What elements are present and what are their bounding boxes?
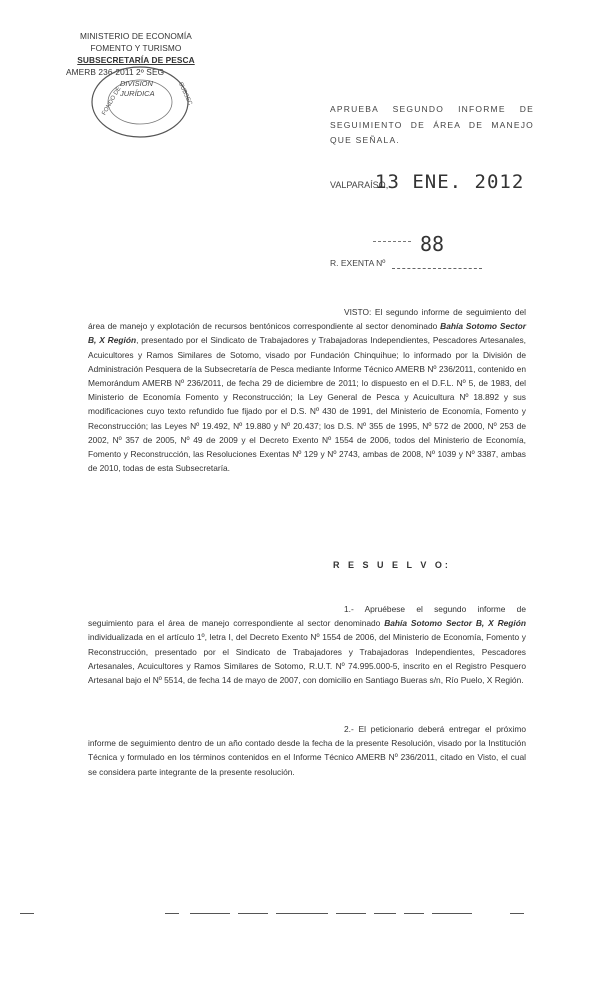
ministry-name: MINISTERIO DE ECONOMÍA — [80, 31, 192, 41]
stamp-line-1: DIVISION — [120, 79, 153, 88]
visto-sector-name: Bahía Sotomo Sector B, X Región — [88, 321, 526, 346]
subsecretaria-name: SUBSECRETARÍA DE PESCA — [77, 55, 195, 65]
article-2 — [88, 722, 526, 779]
visto-lead: VISTO: El segundo informe de seguimiento — [344, 307, 512, 317]
page-footer-rule — [0, 913, 600, 917]
resolution-number: 88 — [420, 232, 445, 256]
article-1-lead: 1.- Apruébese el segundo informe de — [344, 604, 526, 614]
visto-section — [88, 305, 526, 475]
stamp-line-2: JURÍDICA — [120, 89, 155, 98]
document-subject: APRUEBA SEGUNDO INFORME DE SEGUIMIENTO DE ÁREA DE MANEJO QUE SEÑALA. — [330, 104, 534, 145]
resuelvo-heading: R E S U E L V O: — [333, 560, 451, 570]
svg-text:SUBSEC: SUBSEC — [176, 81, 193, 107]
resolution-label: R. EXENTA Nº — [330, 258, 386, 268]
date-place: VALPARAÍSO, — [330, 180, 389, 190]
stamp-label — [120, 79, 155, 99]
legal-division-stamp — [86, 64, 194, 140]
resolution-number-line — [392, 268, 482, 269]
article-1-text-start: seguimiento para el área de manejo correspondiente al sector denominado — [88, 618, 385, 629]
svg-text:FONDO DE: FONDO DE — [101, 86, 123, 117]
stamped-date: 13 ENE. 2012 — [375, 171, 525, 193]
article-2-text: próximo informe de seguimiento dentro de un año contado desde la fecha de la presente Resolución, visado por la Institución Técnica y formulado en los términos contenidos en el Informe Técnico AMERB Nº 236/2011, citado en Visto, el cual se considera parte integrante de la presente resolución. — [88, 724, 526, 777]
document-reference: AMERB 236-2011 2º SEG — [66, 67, 165, 77]
ministry-department: FOMENTO Y TURISMO — [90, 43, 182, 53]
article-1-sector-name: Bahía Sotomo Sector B, X Región — [384, 618, 526, 629]
visto-text-rest: , presentado por el Sindicato de Trabajadores y Trabajadoras Independientes, Pescadores Artesanales, Acuicultores y Ramos Similares de Sotomo, visado por Fundación Chinquihue; lo informado por la División de Administración Pesquera de la Subsecretaría de Pesca mediante Informe Técnico AMERB Nº 236/2011, contenido en Memorándum AMERB Nº 236/2011, de fecha 29 de diciembre de 2011; lo dispuesto en el D.F.L. Nº 5, de 1983, del Ministerio de Economía Fomento y Reconstrucción; la Ley General de Pesca y Acuicultura Nº 18.892 y sus modificaciones cuyo texto refundido fue fijado por el D.S. Nº 430 de 1991, del Ministerio de Economía, Fomento y Reconstrucción; las Leyes Nº 19.492, Nº 19.880 y Nº 20.437; los D.S. Nº 355 de 1995, Nº 572 de 2000, Nº 253 de 2002, Nº 357 de 2005, Nº 49 de 2009 y el Decreto Exento Nº 1554 de 2006, todos del Ministerio de Economía, Fomento y Reconstrucción, las Resoluciones Exentas Nº 129 y Nº 2743, ambas de 2008, Nº 1039 y Nº 3387, ambas de 2010, todas de esta Subsecretaría. — [88, 335, 526, 474]
number-dash — [373, 241, 411, 242]
article-1-text-rest: individualizada en el artículo 1º, letra I, del Decreto Exento Nº 1554 de 2006, del Ministerio de Economía, Fomento y Reconstrucción, presentado por el Sindicato de Trabajadores y Trabajadoras Independientes, Pescadores Artesanales, Acuicultores y Ramos Similares de Sotomo, R.U.T. Nº 74.995.000-5, inscrito en el Registro Pesquero Artesanal bajo el Nº 5514, de fecha 14 de mayo de 2007, con domicilio en Santiago Bueras s/n, Río Puelo, X Región. — [88, 632, 526, 686]
article-2-lead: 2.- El peticionario deberá entregar el — [344, 724, 492, 734]
article-1 — [88, 602, 526, 687]
visto-text-start: del área de manejo y explotación de recursos bentónicos correspondiente al sector denominado — [88, 307, 527, 332]
